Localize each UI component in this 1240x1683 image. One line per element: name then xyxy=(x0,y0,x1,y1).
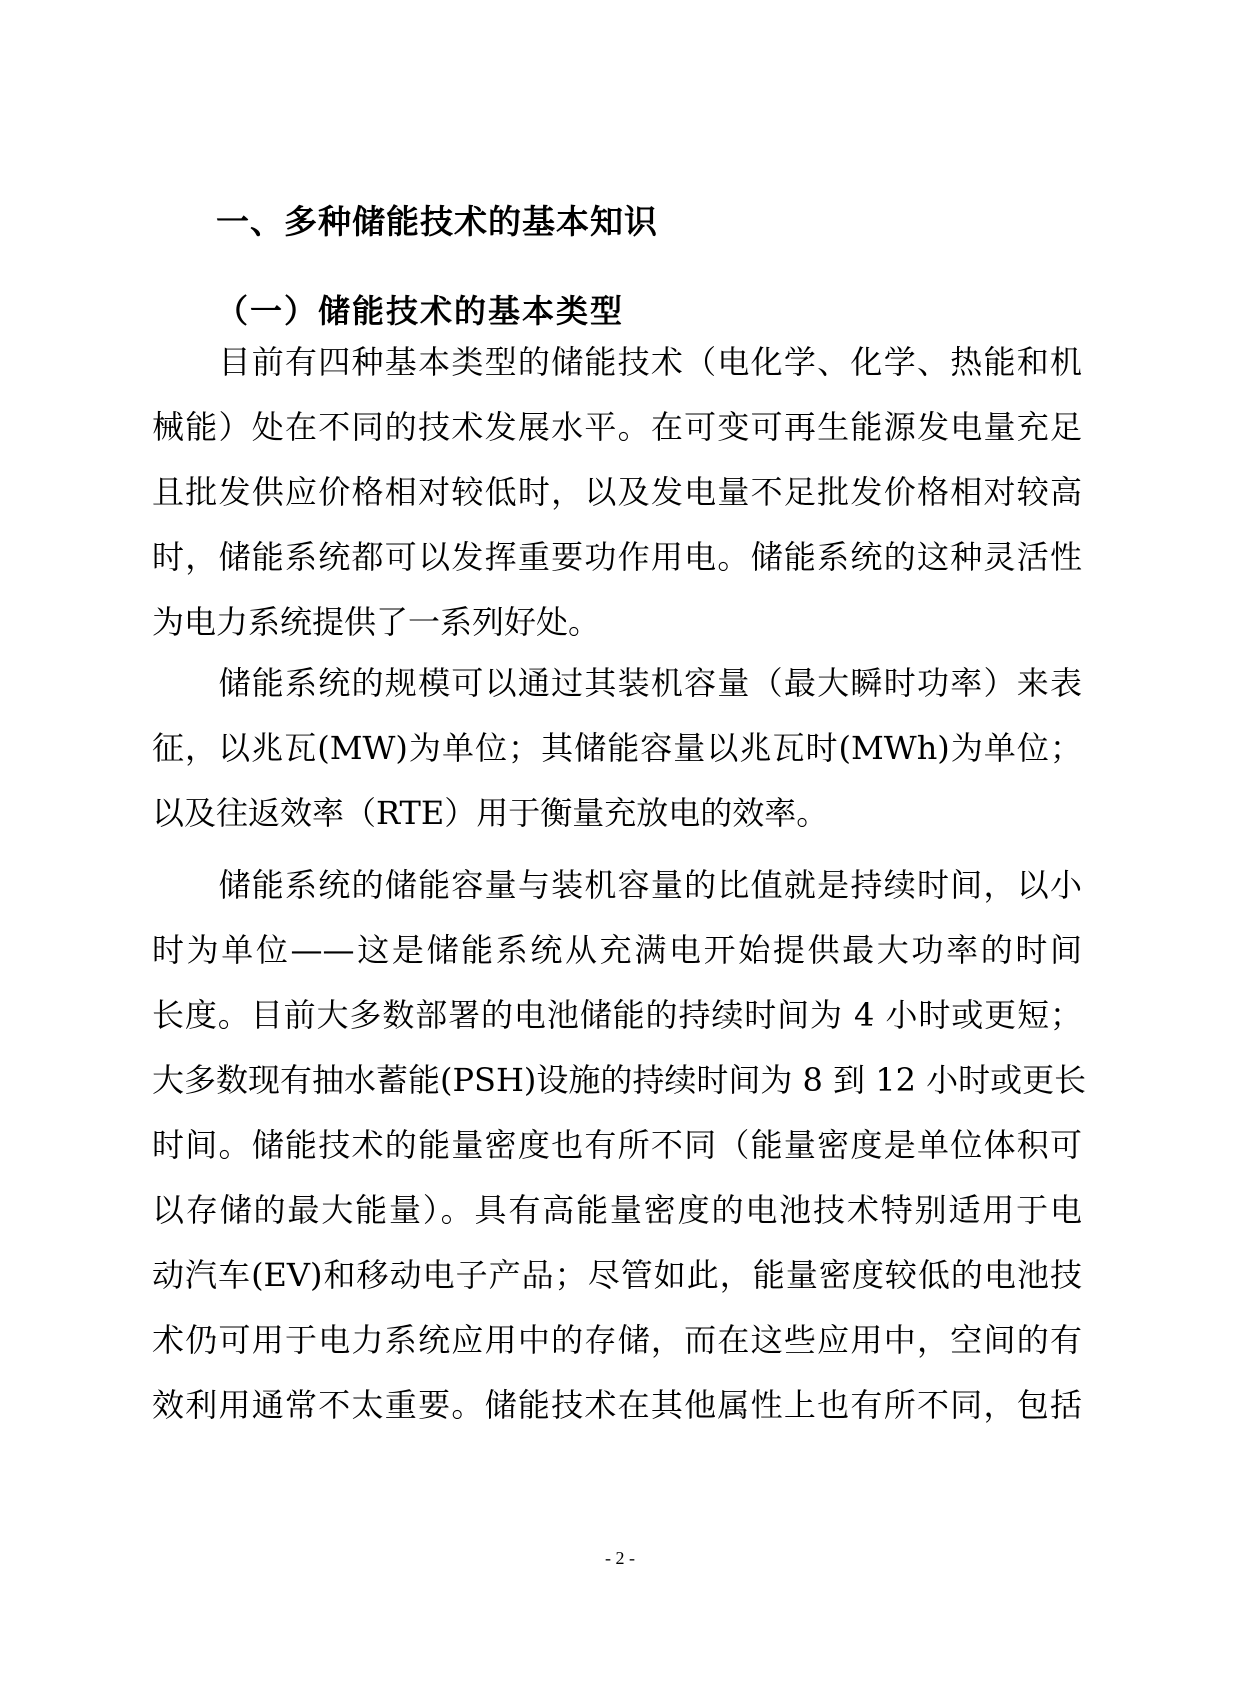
section-heading: 一、多种储能技术的基本知识 xyxy=(216,202,658,241)
paragraph-line: 储能系统的规模可以通过其装机容量（最大瞬时功率）来表 xyxy=(152,664,1082,702)
paragraph-2 xyxy=(152,651,1082,846)
paragraph-line: 储能系统的储能容量与装机容量的比值就是持续时间，以小 xyxy=(152,866,1082,904)
page-number: - 2 - xyxy=(605,1548,635,1568)
paragraph-line: 动汽车(EV)和移动电子产品；尽管如此，能量密度较低的电池技 xyxy=(152,1256,1082,1294)
paragraph-line: 效利用通常不太重要。储能技术在其他属性上也有所不同，包括 xyxy=(152,1386,1082,1424)
paragraph-line: 械能）处在不同的技术发展水平。在可变可再生能源发电量充足 xyxy=(152,408,1082,446)
paragraph-line: 目前有四种基本类型的储能技术（电化学、化学、热能和机 xyxy=(152,343,1082,381)
paragraph-line: 征，以兆瓦(MW)为单位；其储能容量以兆瓦时(MWh)为单位； xyxy=(152,729,1082,767)
paragraph-3 xyxy=(152,853,1087,1438)
paragraph-line: 且批发供应价格相对较低时，以及发电量不足批发价格相对较高 xyxy=(152,473,1082,511)
paragraph-line: 术仍可用于电力系统应用中的存储，而在这些应用中，空间的有 xyxy=(152,1321,1082,1359)
paragraph-line: 时间。储能技术的能量密度也有所不同（能量密度是单位体积可 xyxy=(152,1126,1082,1164)
paragraph-line: 时为单位——这是储能系统从充满电开始提供最大功率的时间 xyxy=(152,931,1082,969)
paragraph-line: 以及往返效率（RTE）用于衡量充放电的效率。 xyxy=(152,794,829,832)
paragraph-1 xyxy=(152,330,1082,655)
paragraph-line: 为电力系统提供了一系列好处。 xyxy=(152,603,601,641)
paragraph-line: 以存储的最大能量）。具有高能量密度的电池技术特别适用于电 xyxy=(152,1191,1082,1229)
paragraph-line: 长度。目前大多数部署的电池储能的持续时间为 4 小时或更短； xyxy=(152,996,1082,1034)
paragraph-line: 大多数现有抽水蓄能(PSH)设施的持续时间为 8 到 12 小时或更长 xyxy=(152,1061,1087,1099)
subsection-heading: （一）储能技术的基本类型 xyxy=(216,292,625,330)
paragraph-line: 时，储能系统都可以发挥重要功作用电。储能系统的这种灵活性 xyxy=(152,538,1082,576)
